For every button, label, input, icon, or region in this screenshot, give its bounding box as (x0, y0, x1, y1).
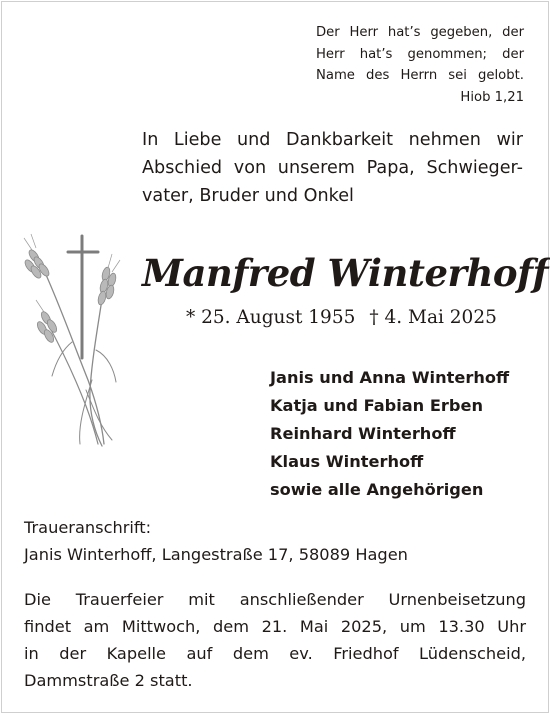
mourner: Reinhard Winterhoff (270, 424, 456, 443)
quote-source: Hiob 1,21 (460, 89, 524, 105)
mourners-list (270, 364, 526, 504)
life-dates (186, 303, 497, 333)
intro-line: vater, Bruder und Onkel (142, 186, 354, 206)
mourning-address (24, 514, 524, 568)
service-line: findet am Mittwoch, dem 21. Mai 2025, um 13.30 Uhr (24, 617, 526, 636)
mourner: Katja und Fabian Erben (270, 396, 483, 415)
birth-date: * 25. August 1955 (186, 307, 356, 328)
quote-line: Der Herr hat’s gegeben, der (316, 25, 524, 40)
mourner: Klaus Winterhoff (270, 452, 424, 471)
deceased-name: Manfred Winterhoff (142, 251, 548, 295)
service-line: Dammstraße 2 statt. (24, 671, 193, 690)
service-line: in der Kapelle auf dem ev. Friedhof Lüdenscheid, (24, 644, 526, 663)
quote-line: Herr hat’s genommen; der (316, 46, 524, 62)
address-label: Traueranschrift: (24, 518, 152, 537)
cross-with-wheat-icon (22, 230, 140, 452)
quote-line: Name des Herrn sei gelobt. (316, 68, 524, 83)
service-details (24, 586, 526, 694)
mourner: Janis und Anna Winterhoff (270, 368, 510, 387)
bible-quote (316, 22, 524, 108)
mourner: sowie alle Angehörigen (270, 480, 484, 499)
service-line: Die Trauerfeier mit anschließender Urnenbeisetzung (24, 590, 526, 609)
intro-line: Abschied von unserem Papa, Schwieger- (142, 158, 523, 178)
address-line: Janis Winterhoff, Langestraße 17, 58089 Hagen (24, 545, 408, 564)
death-date: † 4. Mai 2025 (369, 307, 497, 328)
intro-line: In Liebe und Dankbarkeit nehmen wir (142, 130, 523, 150)
intro-text (142, 126, 523, 210)
